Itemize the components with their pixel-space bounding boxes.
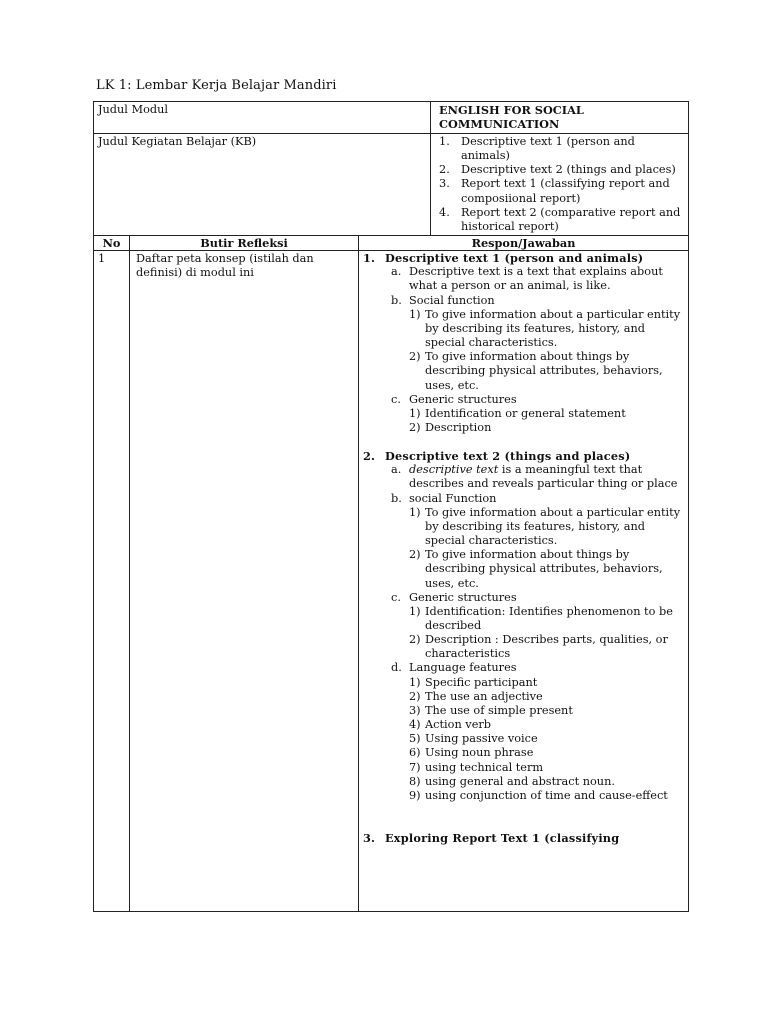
sub-item-marker: 1) <box>409 307 421 321</box>
sub-item-text: Specific participant <box>425 675 538 689</box>
section-item <box>363 265 682 293</box>
sub-item-marker: 4) <box>409 718 421 732</box>
kb-item-text: Report text 2 (comparative report and historical report) <box>461 205 681 233</box>
sub-item-text: Identification: Identifies phenomenon to be described <box>425 604 673 632</box>
reflection-table <box>93 101 689 912</box>
kb-item-text: Descriptive text 1 (person and animals) <box>461 135 635 163</box>
item-emphasis: descriptive text <box>409 463 499 477</box>
sub-item-marker: 1) <box>409 604 421 618</box>
sub-item-marker: 6) <box>409 746 421 760</box>
row-number: 1 <box>94 251 130 912</box>
sub-item-marker: 5) <box>409 732 421 746</box>
sub-item <box>363 633 682 661</box>
sub-item-marker: 9) <box>409 788 421 802</box>
section-item <box>363 393 682 407</box>
sub-item-marker: 7) <box>409 760 421 774</box>
sub-item <box>363 789 682 803</box>
header-butir-refleksi: Butir Refleksi <box>130 236 359 251</box>
sub-item-marker: 2) <box>409 420 421 434</box>
item-marker: b. <box>391 491 402 505</box>
sub-item-marker: 2) <box>409 689 421 703</box>
sub-item-text: using conjunction of time and cause-effect <box>425 788 668 802</box>
sub-item <box>363 690 682 704</box>
item-text: Descriptive text is a text that explains about what a person or an animal, is like. <box>409 265 663 293</box>
section-item <box>363 294 682 308</box>
sub-item-marker: 3) <box>409 703 421 717</box>
response-cell <box>359 251 689 912</box>
section-title <box>363 831 682 845</box>
kb-item-number: 2. <box>439 163 450 177</box>
sub-item-marker: 2) <box>409 350 421 364</box>
sub-item-marker: 2) <box>409 633 421 647</box>
kb-item-text: Report text 1 (classifying report and composiional report) <box>461 177 670 205</box>
sub-item <box>363 421 682 435</box>
kb-list <box>439 135 682 234</box>
kb-item-text: Descriptive text 2 (things and places) <box>461 163 676 177</box>
section-item <box>363 492 682 506</box>
item-marker: c. <box>391 392 401 406</box>
item-text: Generic structures <box>409 590 517 604</box>
sub-item-text: Description <box>425 420 492 434</box>
sub-item-text: To give information about things by describing physical attributes, behaviors, uses, etc. <box>425 350 663 392</box>
kb-list-item <box>439 163 682 177</box>
section-spacer <box>363 435 682 449</box>
sub-item <box>363 308 682 350</box>
module-title-label: Judul Modul <box>94 102 431 134</box>
sub-item-text: The use an adjective <box>425 689 543 703</box>
sub-item-text: Identification or general statement <box>425 406 626 420</box>
sub-item-text: The use of simple present <box>425 703 573 717</box>
sub-item-text: using technical term <box>425 760 544 774</box>
kb-list-cell <box>431 134 689 236</box>
kb-list-item <box>439 177 682 205</box>
item-marker: c. <box>391 590 401 604</box>
item-text: Generic structures <box>409 392 517 406</box>
section-item <box>363 591 682 605</box>
sub-item <box>363 548 682 590</box>
sub-item <box>363 732 682 746</box>
sub-item-marker: 2) <box>409 548 421 562</box>
header-respon-jawaban: Respon/Jawaban <box>359 236 689 251</box>
sub-item-text: Action verb <box>425 718 492 732</box>
kb-item-number: 4. <box>439 205 450 219</box>
kb-list-item <box>439 135 682 163</box>
sub-item <box>363 718 682 732</box>
sub-item-text: using general and abstract noun. <box>425 774 615 788</box>
section-title <box>363 251 682 265</box>
section-number: 2. <box>363 449 376 464</box>
sub-item-marker: 1) <box>409 675 421 689</box>
module-title-value: ENGLISH FOR SOCIAL COMMUNICATION <box>431 102 689 134</box>
sub-item <box>363 676 682 690</box>
item-marker: d. <box>391 661 402 675</box>
sub-item <box>363 746 682 760</box>
item-marker: a. <box>391 265 402 279</box>
section-spacer <box>363 803 682 831</box>
sub-item <box>363 350 682 392</box>
kb-item-number: 1. <box>439 135 450 148</box>
sub-item-text: To give information about things by describing physical attributes, behaviors, uses, etc. <box>425 548 663 590</box>
section-title-text: Exploring Report Text 1 (classifying <box>385 831 620 846</box>
sub-item <box>363 775 682 789</box>
sub-item <box>363 605 682 633</box>
section-title-text: Descriptive text 1 (person and animals) <box>385 251 644 266</box>
section-number: 3. <box>363 831 376 846</box>
worksheet-heading: LK 1: Lembar Kerja Belajar Mandiri <box>96 78 337 93</box>
sub-item-marker: 1) <box>409 406 421 420</box>
sub-item-text: To give information about a particular entity by describing its features, history, and special characteristics. <box>425 307 681 350</box>
sub-item-text: Using noun phrase <box>425 746 534 760</box>
kb-title-label: Judul Kegiatan Belajar (KB) <box>94 134 431 236</box>
item-marker: b. <box>391 293 402 307</box>
kb-title-row <box>94 134 689 236</box>
response-content <box>363 251 682 845</box>
sub-item-text: Using passive voice <box>425 732 538 746</box>
module-title-row <box>94 102 689 134</box>
section-title-text: Descriptive text 2 (things and places) <box>385 449 631 464</box>
section-number: 1. <box>363 251 376 266</box>
section-item <box>363 463 682 491</box>
sub-item <box>363 506 682 548</box>
sub-item-text: Description : Describes parts, qualities, or characteristics <box>425 633 668 661</box>
section-title <box>363 449 682 463</box>
sub-item <box>363 704 682 718</box>
item-text: Language features <box>409 661 517 675</box>
header-row <box>94 236 689 251</box>
item-text: Social function <box>409 293 495 307</box>
row-butir: Daftar peta konsep (istilah dan definisi) di modul ini <box>130 251 359 912</box>
sub-item <box>363 761 682 775</box>
sub-item-text: To give information about a particular entity by describing its features, history, and special characteristics. <box>425 505 681 548</box>
item-text: social Function <box>409 491 497 505</box>
item-text: is a meaningful text that describes and reveals particular thing or place <box>409 463 678 491</box>
sub-item-marker: 8) <box>409 774 421 788</box>
item-marker: a. <box>391 463 402 477</box>
sub-item <box>363 407 682 421</box>
header-no: No <box>94 236 130 251</box>
reflection-row <box>94 251 689 912</box>
section-item <box>363 661 682 675</box>
kb-list-item <box>439 206 682 234</box>
kb-item-number: 3. <box>439 177 450 191</box>
sub-item-marker: 1) <box>409 505 421 519</box>
